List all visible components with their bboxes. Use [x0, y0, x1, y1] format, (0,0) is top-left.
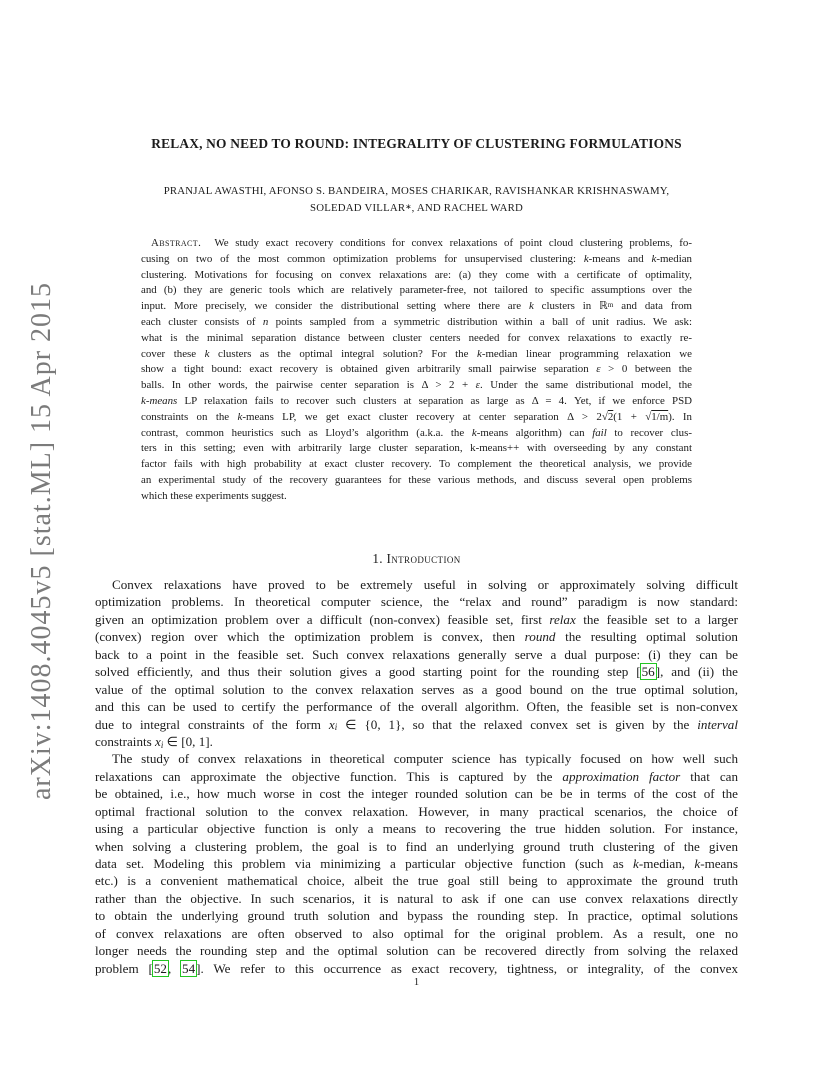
- text-segment: that can: [680, 768, 738, 784]
- text-segment: value of the optimal solution to the convex relaxation serves as a good bound on the true optimal solution,: [95, 681, 738, 697]
- text-segment: problem [: [95, 960, 153, 976]
- text-segment: k: [651, 252, 657, 265]
- text-segment: input. More precisely, we consider the distributional setting where there are: [141, 300, 529, 313]
- text-segment: longer needs the rounding step and the optimal solution can be recovered directly from solving the relaxed: [95, 943, 738, 959]
- text-segment: ε: [475, 379, 480, 392]
- text-segment: approximation factor: [562, 768, 681, 784]
- text-segment: -median,: [638, 856, 695, 871]
- citation-link[interactable]: 52: [153, 960, 167, 976]
- text-segment: m: [607, 299, 614, 309]
- text-line: [95, 750, 738, 767]
- text-segment: ters in this setting; even with arbitrarily large cluster separation, k-means++ with overseeding by any constant: [141, 442, 692, 455]
- text-segment: k-means: [141, 394, 178, 407]
- text-segment: ]. We refer to this occurrence as exact recovery, tightness, or integrality, of the convex: [196, 960, 738, 976]
- text-line: [95, 803, 738, 820]
- text-line: [141, 299, 692, 315]
- text-line: [141, 441, 692, 457]
- text-segment: data set. Modeling this problem via minimizing a particular objective function (such as: [95, 856, 634, 871]
- paragraph: [95, 576, 738, 750]
- body-text: [95, 576, 738, 977]
- text-line: [95, 960, 738, 977]
- text-segment: which these experiments suggest.: [141, 489, 287, 502]
- text-segment: cover these: [141, 347, 205, 360]
- text-line: [95, 925, 738, 942]
- text-line: [95, 890, 738, 907]
- text-line: [141, 252, 692, 268]
- text-segment: n: [262, 315, 269, 328]
- text-segment: k: [528, 300, 534, 313]
- text-line: [95, 785, 738, 802]
- text-segment: SOLEDAD VILLAR: [310, 202, 406, 215]
- text-segment: etc.) is a convenient mathematical choice, albeit the true goal still being to approximate the ground truth: [95, 873, 738, 889]
- text-line: [95, 681, 738, 698]
- text-line: [141, 394, 692, 410]
- text-line: [141, 236, 692, 252]
- text-segment: -means and: [588, 252, 652, 265]
- author-line-2: [95, 200, 738, 217]
- text-segment: ,: [167, 960, 182, 976]
- text-segment: ∈ {0, 1}, so that the relaxed convex set is given by the: [337, 716, 698, 732]
- text-segment: 1/m: [651, 410, 669, 423]
- text-segment: , AND RACHEL WARD: [411, 202, 523, 215]
- text-segment: and data from: [613, 300, 692, 313]
- text-segment: Introduction: [386, 551, 461, 566]
- paragraph: [95, 750, 738, 977]
- text-line: [95, 872, 738, 889]
- text-line: [95, 838, 738, 855]
- section-heading: [95, 551, 738, 567]
- text-segment: The study of convex relaxations in theoretical computer science has typically focused on how well such: [112, 751, 738, 767]
- text-segment: the feasible set to a larger: [575, 611, 738, 627]
- text-segment: when solving a clustering problem, the goal is to find an underlying ground truth clustering of the given: [95, 838, 738, 854]
- text-segment: of convex relaxations are often observed to also optimal for the original problem. As a result, one no: [95, 925, 738, 941]
- text-segment: We study exact recovery conditions for convex relaxations of point cloud clustering problems, fo-: [201, 237, 692, 249]
- text-segment: k: [694, 856, 701, 871]
- text-segment: ], and (ii) the: [655, 664, 738, 680]
- text-segment: i: [334, 722, 338, 733]
- text-segment: contrast, common heuristics such as Lloyd’s algorithm (a.k.a. the: [141, 426, 472, 439]
- text-segment: x: [328, 716, 335, 732]
- text-segment: -median: [656, 252, 692, 265]
- page-number: 1: [413, 977, 420, 988]
- paper-title: RELAX, NO NEED TO ROUND: INTEGRALITY OF CLUSTERING FORMULATIONS: [151, 136, 682, 151]
- text-line: [95, 716, 738, 733]
- text-segment: to recover clus-: [606, 426, 692, 439]
- text-line: [95, 576, 738, 593]
- text-segment: k: [471, 426, 477, 439]
- text-line: [95, 820, 738, 837]
- text-segment: rather than the objective. In such scenarios, it is natural to ask if one can use convex relaxations directly: [95, 890, 738, 906]
- text-segment: show a tight bound: exact recovery is obtained given arbitrarily small pairwise separation: [141, 363, 597, 376]
- text-segment: x: [155, 733, 161, 749]
- text-segment: > 0 between the: [600, 363, 692, 376]
- text-segment: fail: [592, 426, 607, 439]
- text-segment: ∈ [0, 1].: [163, 733, 213, 749]
- text-segment: solved efficiently, and thus their solution gives a good starting point for the rounding step [: [95, 664, 641, 680]
- text-segment: factor fails with high probability at exact cluster recovery. To complement the theoretical analysis, we provide: [141, 458, 692, 471]
- text-segment: 1.: [372, 551, 387, 566]
- text-segment: optimal fractional solution to the convex relaxation. However, in many practical scenarios, the choice of: [95, 803, 738, 819]
- text-line: [141, 331, 692, 347]
- text-segment: (1 + √: [613, 410, 652, 423]
- text-line: [141, 489, 692, 505]
- text-segment: due to integral constraints of the form: [95, 716, 329, 732]
- text-line: [141, 378, 692, 394]
- text-segment: and this can be used to certify the performance of the overall algorithm. Often, the feasible set is non-convex: [95, 699, 738, 715]
- text-segment: and (b) they are generic tools which are relatively parameter-free, not tailored to specific assumptions over the: [141, 284, 692, 297]
- text-line: [95, 663, 738, 680]
- text-segment: k: [237, 410, 243, 423]
- text-segment: clustering. Motivations for focusing on convex relaxations are: (a) they come with a certificate of optimality,: [141, 268, 692, 281]
- text-segment: ). In: [668, 410, 692, 423]
- text-line: [95, 646, 738, 663]
- text-segment: points sampled from a symmetric distribution within a ball of unit radius. We ask:: [268, 315, 692, 328]
- text-segment: Convex relaxations have proved to be extremely useful in solving or approximately solving difficult: [112, 577, 738, 592]
- text-segment: i: [160, 739, 164, 750]
- text-segment: Abstract.: [151, 237, 202, 249]
- text-segment: k: [204, 347, 210, 360]
- text-segment: using a particular objective function is only a means to recovering the true hidden solution. For instance,: [95, 821, 738, 837]
- text-segment: given an optimization problem over a difficult (non-convex) feasible set, first: [95, 611, 550, 627]
- text-line: [141, 268, 692, 284]
- text-line: [95, 768, 738, 785]
- text-line: [141, 473, 692, 489]
- text-segment: k: [476, 347, 482, 360]
- text-segment: 2: [607, 410, 614, 423]
- text-segment: ε: [596, 363, 601, 376]
- text-segment: -median linear programming relaxation we: [481, 347, 692, 360]
- text-segment: relaxations can approximate the objective function. This is captured by the: [95, 768, 563, 784]
- text-segment: ∗: [405, 201, 412, 211]
- text-segment: -means LP, we get exact cluster recovery at center separation Δ > 2√: [242, 410, 608, 423]
- citation-link[interactable]: 56: [641, 664, 655, 680]
- arxiv-stamp: arXiv:1408.4045v5 [stat.ML] 15 Apr 2015: [26, 281, 57, 801]
- text-line: [141, 457, 692, 473]
- text-line: [141, 347, 692, 363]
- text-segment: relax: [549, 611, 576, 627]
- text-segment: -means algorithm) can: [476, 426, 593, 439]
- text-segment: back to a point in the feasible set. Such convex relaxations generally serve a dual purpose: (i) they can be: [95, 646, 738, 662]
- text-segment: clusters in ℝ: [533, 300, 608, 313]
- text-line: [95, 593, 738, 610]
- author-line-1: PRANJAL AWASTHI, AFONSO S. BANDEIRA, MOSES CHARIKAR, RAVISHANKAR KRISHNASWAMY,: [163, 185, 670, 197]
- text-segment: constraints on the: [141, 410, 238, 423]
- text-line: [95, 907, 738, 924]
- text-segment: -means: [700, 856, 738, 871]
- text-segment: LP relaxation fails to recover such clusters at separation as large as Δ = 4. Yet, if we enforce PSD: [177, 394, 692, 407]
- text-segment: constraints: [95, 733, 156, 749]
- author-block: [95, 183, 738, 218]
- text-segment: optimization problems. In theoretical computer science, the “relax and round” paradigm is now standard:: [95, 594, 738, 610]
- text-line: [95, 855, 738, 872]
- text-line: [95, 942, 738, 959]
- text-segment: the resulting optimal solution: [555, 629, 738, 645]
- text-segment: round: [524, 629, 556, 645]
- text-segment: cusing on two of the most common optimization problems for unsupervised clustering:: [141, 252, 584, 265]
- text-line: [95, 611, 738, 628]
- text-segment: clusters as the optimal integral solution? For the: [209, 347, 477, 360]
- text-line: [95, 628, 738, 645]
- text-segment: balls. In other words, the pairwise center separation is Δ > 2 +: [141, 379, 476, 392]
- text-line: [141, 426, 692, 442]
- text-segment: be obtained, i.e., how much worse in cost the integer rounded solution can be be in terms of the cost of the: [95, 786, 738, 802]
- text-segment: k: [633, 856, 639, 871]
- text-line: [141, 283, 692, 299]
- citation-link[interactable]: 54: [182, 960, 196, 976]
- text-segment: to obtain the underlying ground truth solution and bypass the rounding step. In practice, optimal solutions: [95, 908, 738, 924]
- text-segment: . Under the same distributional model, the: [479, 379, 692, 392]
- text-segment: interval: [697, 716, 738, 732]
- text-line: [141, 362, 692, 378]
- text-segment: (convex) region over which the optimization problem is convex, then: [95, 629, 525, 645]
- text-segment: k: [583, 252, 589, 265]
- abstract: [141, 236, 692, 505]
- text-segment: an experimental study of the recovery guarantees for these various methods, and discuss several open problems: [141, 473, 692, 486]
- text-line: [95, 733, 738, 750]
- text-line: [141, 410, 692, 426]
- text-segment: each cluster consists of: [141, 315, 263, 328]
- text-line: [141, 315, 692, 331]
- text-segment: what is the minimal separation distance between cluster centers needed for convex relaxations to exactly re-: [141, 331, 692, 344]
- text-line: [95, 698, 738, 715]
